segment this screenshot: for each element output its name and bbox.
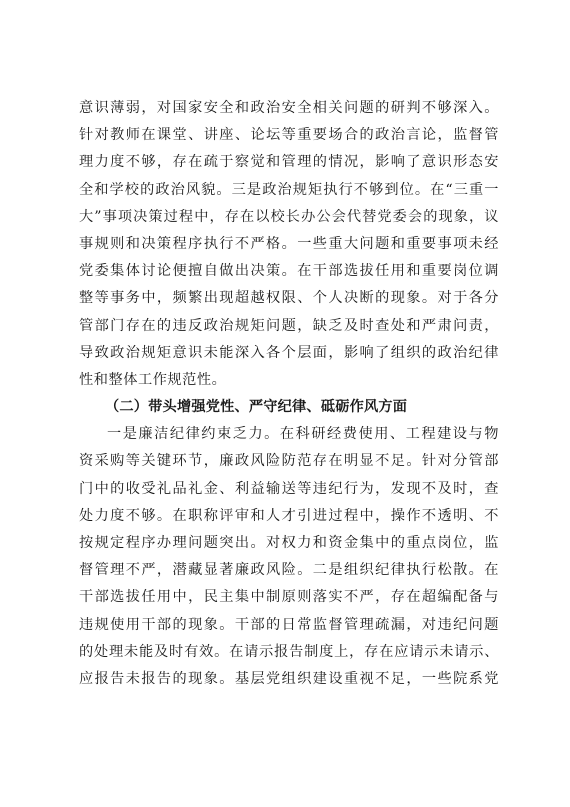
paragraph-line: 督管理不严，潜藏显著廉政风险。二是组织纪律执行松散。在 bbox=[79, 562, 499, 579]
paragraph-line: 针对教师在课堂、讲座、论坛等重要场合的政治言论，监督管 bbox=[79, 127, 499, 144]
paragraph-line: 大”事项决策过程中，存在以校长办公会代替党委会的现象，议 bbox=[79, 208, 499, 225]
paragraph-line: 整等事务中，频繁出现超越权限、个人决断的现象。对于各分 bbox=[79, 290, 499, 307]
paragraph-line: 违规使用干部的现象。干部的日常监督管理疏漏，对违纪问题 bbox=[79, 616, 499, 633]
paragraph-line: 管部门存在的违反政治规矩问题，缺乏及时查处和严肃问责， bbox=[79, 317, 499, 334]
paragraph-line: 全和学校的政治风貌。三是政治规矩执行不够到位。在“三重一 bbox=[79, 181, 499, 198]
paragraph-line: 性和整体工作规范性。 bbox=[79, 371, 227, 388]
paragraph-line: 党委集体讨论便擅自做出决策。在干部选拔任用和重要岗位调 bbox=[79, 263, 499, 280]
paragraph-line: 应报告未报告的现象。基层党组织建设重视不足，一些院系党 bbox=[79, 670, 499, 687]
paragraph-line: 门中的收受礼品礼金、利益输送等违纪行为，发现不及时，查 bbox=[79, 480, 499, 497]
paragraph-line: 理力度不够，存在疏于察觉和管理的情况，影响了意识形态安 bbox=[79, 154, 499, 171]
paragraph-line: 事规则和决策程序执行不严格。一些重大问题和重要事项未经 bbox=[79, 235, 499, 252]
section-heading: （二）带头增强党性、严守纪律、砥砺作风方面 bbox=[105, 399, 408, 416]
paragraph-line: 导致政治规矩意识未能深入各个层面，影响了组织的政治纪律 bbox=[79, 344, 499, 361]
paragraph-line: 干部选拔任用中，民主集中制原则落实不严，存在超编配备与 bbox=[79, 589, 499, 606]
paragraph-line: 的处理未能及时有效。在请示报告制度上，存在应请示未请示、 bbox=[79, 643, 499, 660]
body-text bbox=[79, 95, 499, 693]
paragraph-line: 按规定程序办理问题突出。对权力和资金集中的重点岗位，监 bbox=[79, 535, 499, 551]
paragraph-line: 一是廉洁纪律约束乏力。在科研经费使用、工程建设与物 bbox=[107, 426, 499, 443]
paragraph-line: 资采购等关键环节，廉政风险防范存在明显不足。针对分管部 bbox=[79, 453, 499, 470]
paragraph-line: 意识薄弱，对国家安全和政治安全相关问题的研判不够深入。 bbox=[79, 100, 499, 116]
paragraph-line: 处力度不够。在职称评审和人才引进过程中，操作不透明、不 bbox=[79, 507, 499, 524]
